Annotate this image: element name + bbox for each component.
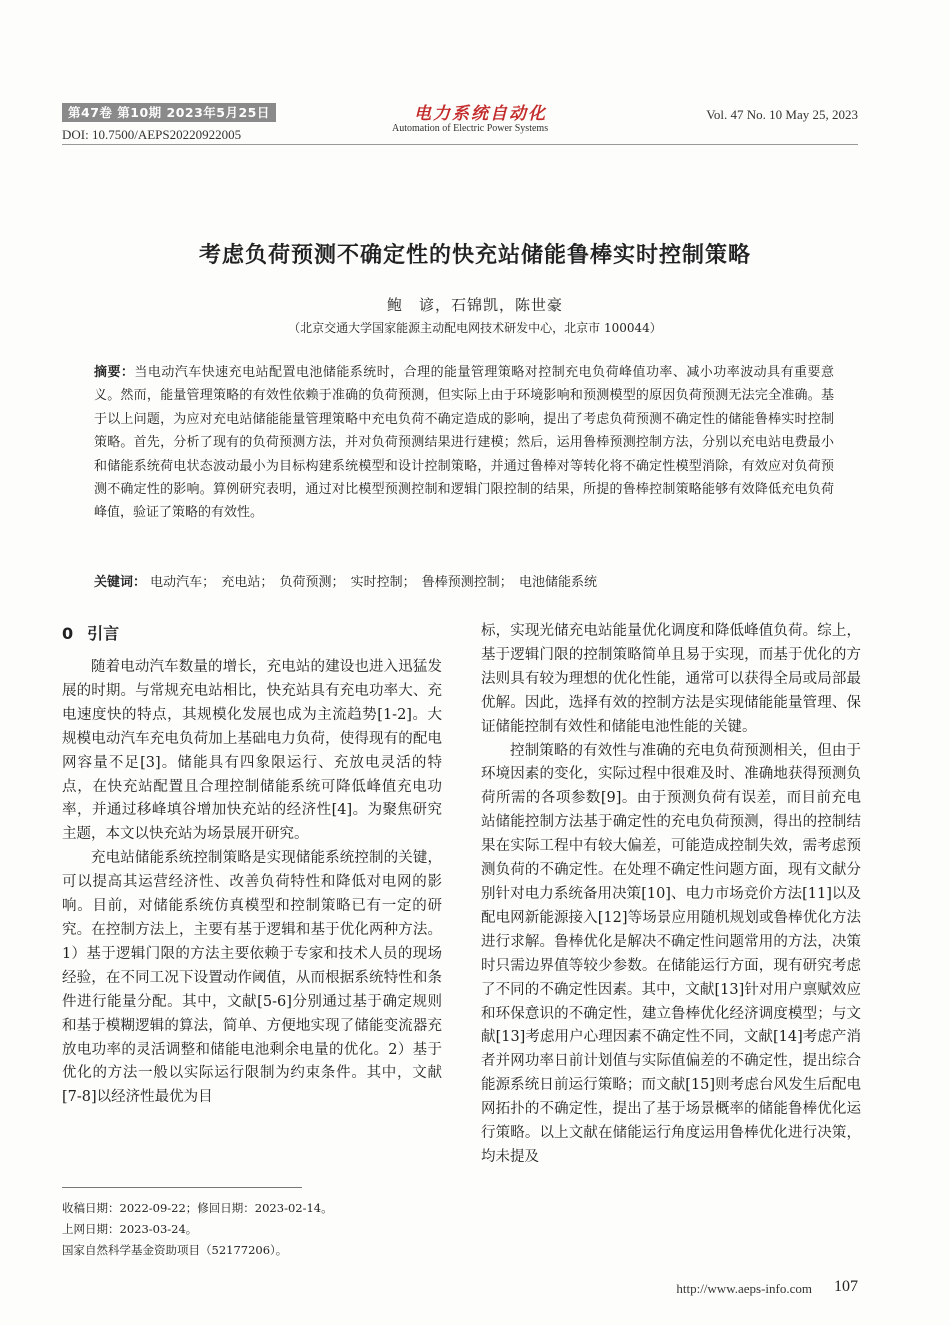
doi: DOI: 10.7500/AEPS20220922005 (62, 127, 242, 142)
volume-issue-badge: 第47卷 第10期 2023年5月25日 (62, 103, 276, 122)
left-column (62, 656, 442, 1110)
right-column (481, 620, 861, 1170)
keyword: 实时控制； (350, 575, 416, 590)
footer-url: http://www.aeps-info.com (676, 1281, 812, 1296)
journal-logo-cn: 电力系统自动化 (414, 104, 547, 124)
keyword: 充电站； (221, 575, 274, 590)
keywords (94, 571, 834, 590)
paragraph: 随着电动汽车数量的增长，充电站的建设也进入迅猛发展的时期。与常规充电站相比，快充站具有充电功率大、充电速度快的特点，其规模化发展也成为主流趋势[1-2]。大规模电动汽车充电负荷加上基础电力负荷，使得现有的配电网容量不足[3]。储能具有四象限运行、充放电灵活的特点，在快充站配置且合理控制储能系统可降低峰值充电功率，并通过移峰填谷增加快充站的经济性[4]。为聚焦研究主题，本文以快充站为场景展开研究。 (62, 659, 442, 843)
paragraph: 充电站储能系统控制策略是实现储能系统控制的关键，可以提高其运营经济性、改善负荷特性和降低对电网的影响。目前，对储能系统仿真模型和控制策略已有一定的研究。在控制方法上，主要有基于逻辑和基于优化两种方法。1）基于逻辑门限的方法主要依赖于专家和技术人员的现场经验，在不同工况下设置动作阈值，从而根据系统特性和条件进行能量分配。其中，文献[5-6]分别通过基于确定规则和基于模糊逻辑的算法，简单、方便地实现了储能变流器充放电功率的灵活调整和储能电池剩余电量的优化。2）基于优化的方法一般以实际运行限制为约束条件。其中，文献[7-8]以经济性最优为目 (62, 850, 442, 1106)
footnote-online: 上网日期：2023-03-24。 (62, 1222, 198, 1236)
keyword: 负荷预测； (279, 575, 345, 590)
abstract-label: 摘要： (94, 365, 135, 380)
authors: 鲍 谚，石锦凯，陈世豪 (386, 296, 563, 314)
abstract (94, 361, 834, 525)
abstract-text: 当电动汽车快速充电站配置电池储能系统时，合理的能量管理策略对控制充电负荷峰值功率、减小功率波动具有重要意义。然而，能量管理策略的有效性依赖于准确的负荷预测，但实际上由于环境影响和预测模型的原因负荷预测无法完全准确。基于以上问题，为应对充电站储能能量管理策略中充电负荷不确定造成的影响，提出了考虑负荷预测不确定性的储能鲁棒实时控制策略。首先，分析了现有的负荷预测方法，并对负荷预测结果进行建模；然后，运用鲁棒预测控制方法，分别以充电站电费最小和储能系统荷电状态波动最小为目标构建系统模型和设计控制策略，并通过鲁棒对等转化将不确定性模型消除，有效应对负荷预测不确定性的影响。算例研究表明，通过对比模型预测控制和逻辑门限控制的结果，所提的鲁棒控制策略能够有效降低充电负荷峰值，验证了策略的有效性。 (94, 365, 834, 521)
footnotes (62, 1198, 333, 1261)
section-title: 引言 (87, 624, 120, 643)
footnote-rule (62, 1187, 302, 1188)
paragraph: 标，实现光储充电站能量优化调度和降低峰值负荷。综上，基于逻辑门限的控制策略简单且易于实现，而基于优化的方法则具有较为理想的优化性能，通常可以获得全局或局部最优解。因此，选择有效的控制方法是实现储能能量管理、保证储能控制有效性和储能电池性能的关键。 (481, 623, 861, 735)
footnote-fund: 国家自然科学基金资助项目（52177206）。 (62, 1243, 288, 1257)
page-number: 107 (834, 1278, 858, 1295)
volume-info-en: Vol. 47 No. 10 May 25, 2023 (706, 107, 858, 122)
paragraph: 控制策略的有效性与准确的充电负荷预测相关，但由于环境因素的变化，实际过程中很难及时、准确地获得预测负荷所需的各项参数[9]。由于预测负荷有误差，而目前充电站储能控制方法基于确定性的充电负荷预测，得出的控制结果在实际工程中有较大偏差，可能造成控制失效，需考虑预测负荷的不确定性。在处理不确定性问题方面，现有文献分别针对电力系统备用决策[10]、电力市场竞价方法[11]以及配电网新能源接入[12]等场景应用随机规划或鲁棒优化方法进行求解。鲁棒优化是解决不确定性问题常用的方法，决策时只需边界值等较少参数。在储能运行方面，现有研究考虑了不同的不确定性因素。其中，文献[13]针对用户禀赋效应和环保意识的不确定性，建立鲁棒优化经济调度模型；与文献[13]考虑用户心理因素不确定性不同，文献[14]考虑产消者并网功率日前计划值与实际值偏差的不确定性，提出综合能源系统日前运行策略；而文献[15]则考虑台风发生后配电网拓扑的不确定性，提出了基于场景概率的储能鲁棒优化运行策略。以上文献在储能运行角度运用鲁棒优化进行决策，均未提及 (481, 742, 861, 1165)
keyword: 电池储能系统 (518, 575, 597, 590)
journal-name-en: Automation of Electric Power Systems (392, 123, 549, 134)
keyword: 鲁棒预测控制； (421, 575, 513, 590)
section-heading (62, 621, 119, 644)
keyword: 电动汽车； (150, 575, 216, 590)
affiliation: （北京交通大学国家能源主动配电网技术研发中心，北京市 100044） (288, 321, 662, 335)
footnote-received: 收稿日期：2022-09-22；修回日期：2023-02-14。 (62, 1201, 333, 1215)
header-rule (62, 144, 858, 145)
keywords-label: 关键词： (94, 575, 147, 590)
article-title: 考虑负荷预测不确定性的快充站储能鲁棒实时控制策略 (198, 243, 751, 268)
section-number: 0 (62, 624, 74, 643)
